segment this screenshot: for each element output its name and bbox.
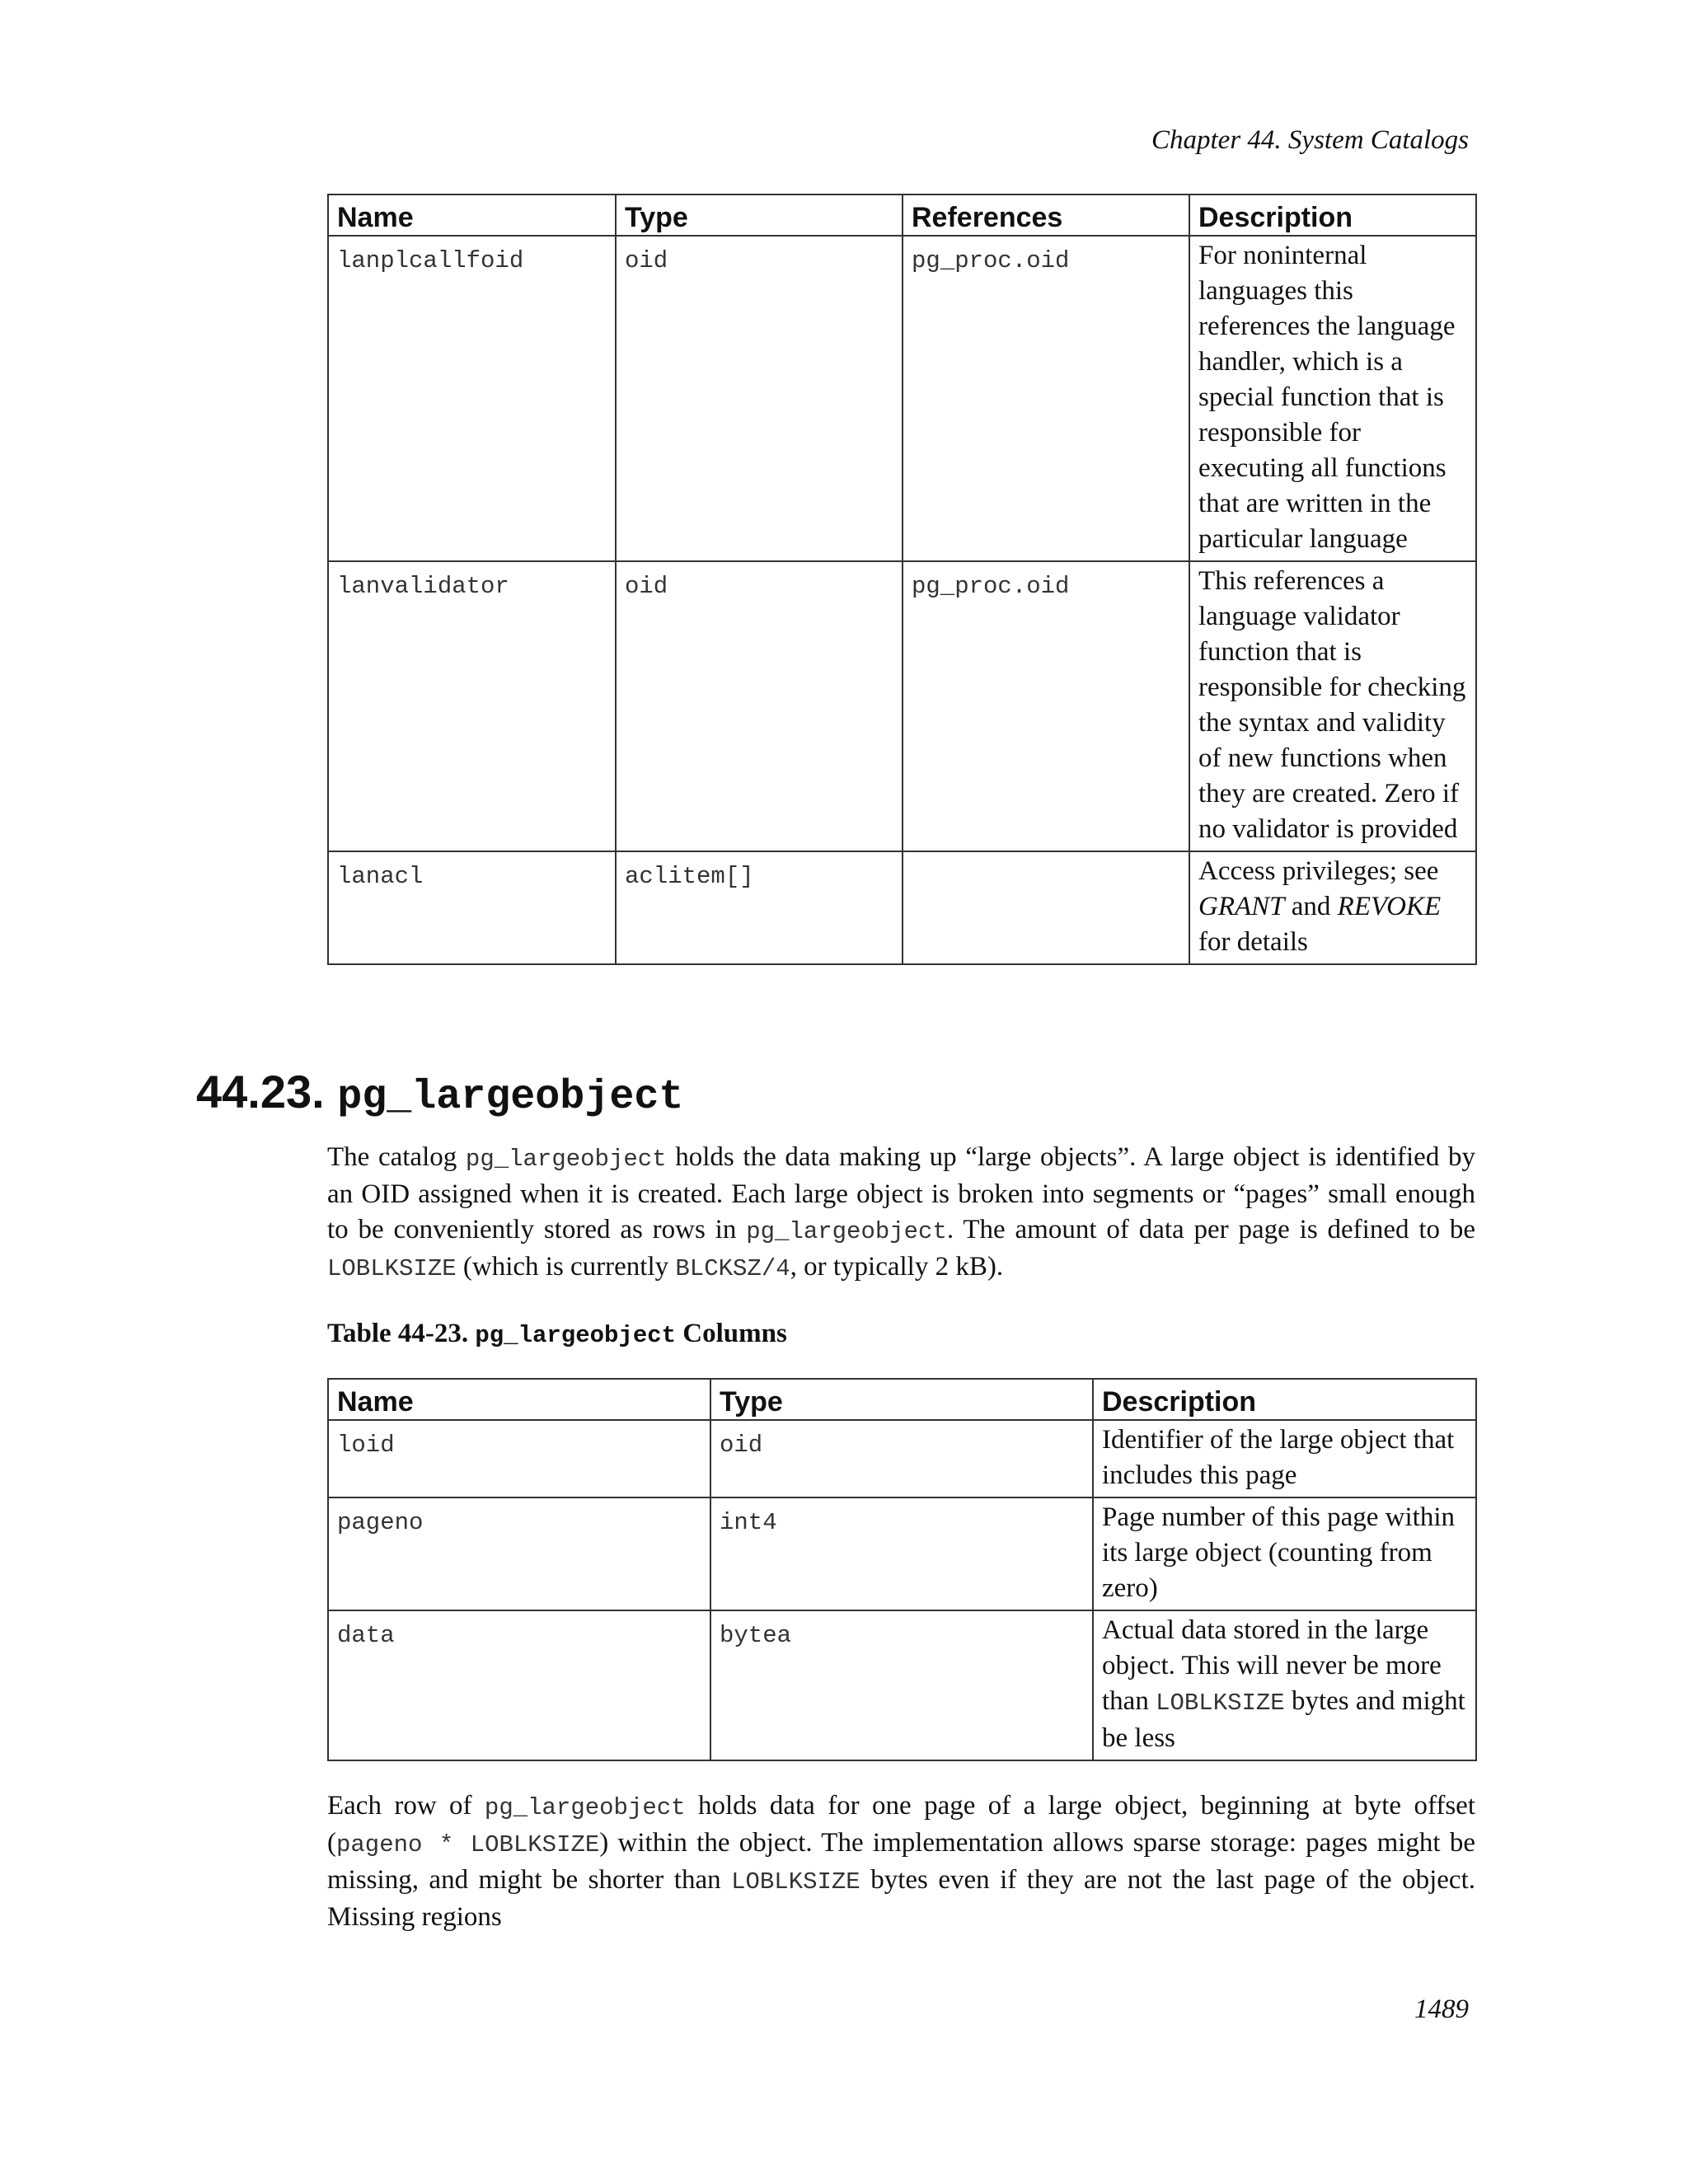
- cell-type: int4: [710, 1497, 1093, 1610]
- table-row: [328, 561, 1476, 851]
- table-row: [328, 851, 1476, 964]
- description-text: Access privileges; see: [1198, 856, 1439, 886]
- text-run: Each row of: [327, 1791, 485, 1821]
- section-name: pg_largeobject: [337, 1074, 684, 1121]
- description-text: bytes and might be less: [1102, 1686, 1465, 1753]
- cell-type: oid: [616, 561, 903, 851]
- cell-name: lanplcallfoid: [328, 236, 616, 561]
- cell-description: Identifier of the large object that includes this page: [1093, 1420, 1476, 1497]
- code-literal: LOBLKSIZE: [327, 1255, 457, 1282]
- text-run: (which is currently: [456, 1252, 676, 1282]
- code-literal: pg_largeobject: [465, 1146, 667, 1173]
- pg-largeobject-columns-table: [327, 1378, 1477, 1761]
- table-header-row: [328, 194, 1476, 236]
- cell-references: pg_proc.oid: [903, 236, 1189, 561]
- column-header-type: Type: [710, 1379, 1093, 1420]
- revoke-command-link[interactable]: REVOKE: [1337, 892, 1442, 921]
- cell-references: [903, 851, 1189, 964]
- text-run: The catalog: [327, 1142, 466, 1172]
- description-text: for details: [1198, 927, 1308, 957]
- column-header-type: Type: [616, 194, 903, 236]
- cell-name: lanacl: [328, 851, 616, 964]
- text-run: holds data for one page of a large object, beginning at byte offset (: [327, 1791, 1475, 1858]
- caption-prefix: Table 44-23.: [327, 1319, 476, 1348]
- running-header: Chapter 44. System Catalogs: [1151, 125, 1469, 155]
- description-text: Actual data stored in the large object. This will never be more than: [1102, 1615, 1442, 1716]
- text-run: . The amount of data per page is defined to be: [946, 1215, 1476, 1244]
- table-caption: [327, 1319, 787, 1349]
- section-title: [196, 1063, 683, 1127]
- table-row: [328, 236, 1476, 561]
- table-row: [328, 1420, 1476, 1497]
- cell-description: This references a language validator function that is responsible for checking the syntax and validity of new functions when they are created. Zero if no validator is provided: [1189, 561, 1476, 851]
- cell-description: [1093, 1610, 1476, 1760]
- column-header-name: Name: [328, 1379, 710, 1420]
- description-text: and: [1284, 892, 1338, 921]
- text-run: ) within the object. The implementation allows sparse storage: pages might be missing, and might be shorter than: [327, 1828, 1475, 1895]
- text-run: bytes even if they are not the last page of the object. Missing regions: [327, 1865, 1475, 1932]
- cell-description: For noninternal languages this references the language handler, which is a special function that is responsible for executing all functions that are written in the particular language: [1189, 236, 1476, 561]
- code-literal: BLCKSZ/4: [675, 1255, 790, 1282]
- column-header-description: Description: [1093, 1379, 1476, 1420]
- cell-description: Page number of this page within its large object (counting from zero): [1093, 1497, 1476, 1610]
- cell-type: oid: [616, 236, 903, 561]
- table-row: [328, 1610, 1476, 1760]
- table-row: [328, 1497, 1476, 1610]
- cell-name: data: [328, 1610, 710, 1760]
- cell-name: pageno: [328, 1497, 710, 1610]
- code-literal: pg_largeobject: [746, 1218, 947, 1245]
- storage-paragraph: [327, 1788, 1475, 1935]
- text-run: holds the data making up “large objects”. A large object is identified by an OID assigned when it is created. Each large object is broken into segments or “pages” small enough to be conveniently stored as rows in: [327, 1142, 1475, 1244]
- caption-suffix: Columns: [676, 1319, 787, 1348]
- intro-paragraph: [327, 1140, 1475, 1286]
- cell-type: bytea: [710, 1610, 1093, 1760]
- cell-type: aclitem[]: [616, 851, 903, 964]
- code-literal: LOBLKSIZE: [731, 1868, 860, 1896]
- pg-language-columns-table: [327, 194, 1477, 965]
- caption-code: pg_largeobject: [475, 1322, 677, 1349]
- cell-name: lanvalidator: [328, 561, 616, 851]
- column-header-description: Description: [1189, 194, 1476, 236]
- code-literal: LOBLKSIZE: [1156, 1690, 1285, 1717]
- grant-command-link[interactable]: GRANT: [1198, 892, 1285, 921]
- page-number: 1489: [1414, 1994, 1469, 2024]
- table-header-row: [328, 1379, 1476, 1420]
- code-literal: pageno * LOBLKSIZE: [336, 1831, 600, 1858]
- column-header-references: References: [903, 194, 1189, 236]
- cell-name: loid: [328, 1420, 710, 1497]
- cell-type: oid: [710, 1420, 1093, 1497]
- text-run: , or typically 2 kB).: [790, 1252, 1004, 1282]
- code-literal: pg_largeobject: [484, 1794, 686, 1821]
- cell-description: [1189, 851, 1476, 964]
- cell-references: pg_proc.oid: [903, 561, 1189, 851]
- column-header-name: Name: [328, 194, 616, 236]
- section-number: 44.23.: [196, 1066, 325, 1118]
